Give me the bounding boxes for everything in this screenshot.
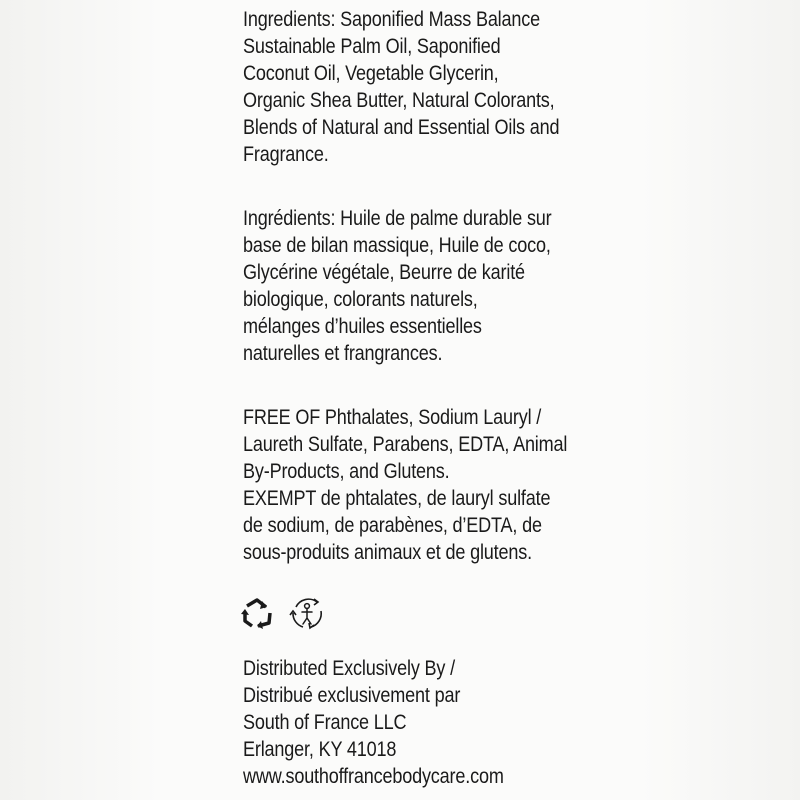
- ingredients-fr-line: biologique, colorants naturels,: [243, 288, 478, 311]
- ingredients-en-line: Sustainable Palm Oil, Saponified: [243, 35, 501, 58]
- ingredients-english: [243, 6, 559, 168]
- ingredients-en-line: Organic Shea Butter, Natural Colorants,: [243, 89, 555, 112]
- ingredients-french: [243, 205, 552, 367]
- company-address: Erlanger, KY 41018: [243, 738, 397, 761]
- triman-icon: [287, 593, 327, 633]
- distributor-line: Distributed Exclusively By /: [243, 657, 455, 680]
- ingredients-fr-line: Glycérine végétale, Beurre de karité: [243, 261, 525, 284]
- distributor-info: [243, 655, 504, 790]
- distributor-line: Distribué exclusivement par: [243, 684, 461, 707]
- ingredients-en-line: Coconut Oil, Vegetable Glycerin,: [243, 62, 499, 85]
- ingredients-en-line: Blends of Natural and Essential Oils and: [243, 116, 560, 139]
- ingredients-en-line: Ingredients: Saponified Mass Balance: [243, 8, 541, 31]
- recycle-icon: [239, 595, 275, 631]
- exempt-line: de sodium, de parabènes, d’EDTA, de: [243, 514, 542, 537]
- recycling-symbols: [239, 591, 327, 635]
- exempt-line: EXEMPT de phtalates, de lauryl sulfate: [243, 487, 551, 510]
- company-name: South of France LLC: [243, 711, 407, 734]
- exempt-line: sous-produits animaux et de glutens.: [243, 541, 532, 564]
- ingredients-fr-line: Ingrédients: Huile de palme durable sur: [243, 207, 552, 230]
- ingredients-en-line: Fragrance.: [243, 143, 329, 166]
- ingredients-fr-line: naturelles et frangrances.: [243, 342, 443, 365]
- ingredients-fr-line: base de bilan massique, Huile de coco,: [243, 234, 551, 257]
- ingredients-fr-line: mélanges d’huiles essentielles: [243, 315, 482, 338]
- free-of-line: FREE OF Phthalates, Sodium Lauryl /: [243, 406, 542, 429]
- free-of-statement: [243, 404, 567, 566]
- free-of-line: Laureth Sulfate, Parabens, EDTA, Animal: [243, 433, 568, 456]
- free-of-line: By-Products, and Glutens.: [243, 460, 450, 483]
- company-website: www.southoffrancebodycare.com: [243, 765, 504, 788]
